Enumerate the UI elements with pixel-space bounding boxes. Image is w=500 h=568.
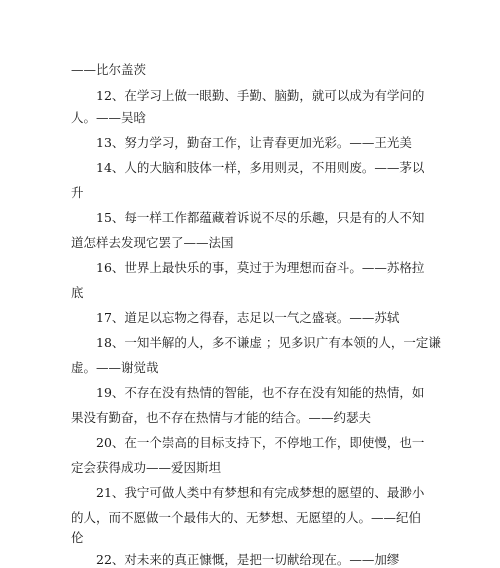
text-line-7: 15、每一样工作都蕴藏着诉说不尽的乐趣，只是有的人不知 xyxy=(96,210,425,225)
text-line-10: 底 xyxy=(71,285,84,300)
text-line-12: 18、一知半解的人，多不谦虚 ；见多识广有本领的人，一定谦 xyxy=(96,335,441,350)
text-line-15: 果没有勤奋，也不存在热情与才能的结合。——约瑟夫 xyxy=(71,410,372,425)
text-line-13: 虚。——谢觉哉 xyxy=(71,360,159,375)
text-line-17: 定会获得成功——爱因斯坦 xyxy=(71,460,222,475)
text-line-8: 道怎样去发现它罢了——法国 xyxy=(71,235,234,250)
text-line-9: 16、世界上最快乐的事，莫过于为理想而奋斗。——苏格拉 xyxy=(96,260,425,275)
text-line-5: 14、人的大脑和肢体一样，多用则灵，不用则废。——茅以 xyxy=(96,160,425,175)
text-line-1: ——比尔盖茨 xyxy=(71,62,147,77)
text-line-18: 21、我宁可做人类中有梦想和有完成梦想的愿望的、最渺小 xyxy=(96,485,425,500)
text-line-11: 17、道足以忘物之得春，志足以一气之盛衰。——苏轼 xyxy=(96,310,400,325)
text-line-2: 12、在学习上做一眼勤、手勤、脑勤，就可以成为有学问的 xyxy=(96,88,425,103)
text-line-19: 的人，而不愿做一个最伟大的、无梦想、无愿望的人。——纪伯 xyxy=(71,510,422,525)
text-line-21: 22、对未来的真正慷慨，是把一切献给现在。——加缪 xyxy=(96,552,400,567)
text-line-4: 13、努力学习，勤奋工作，让青春更加光彩。——王光美 xyxy=(96,135,412,150)
text-line-14: 19、不存在没有热情的智能，也不存在没有知能的热情，如 xyxy=(96,385,425,400)
text-line-6: 升 xyxy=(71,185,84,200)
text-line-16: 20、在一个崇高的目标支持下，不停地工作，即使慢，也一 xyxy=(96,435,425,450)
text-line-3: 人。——吴晗 xyxy=(71,110,147,125)
text-line-20: 伦 xyxy=(71,530,84,545)
